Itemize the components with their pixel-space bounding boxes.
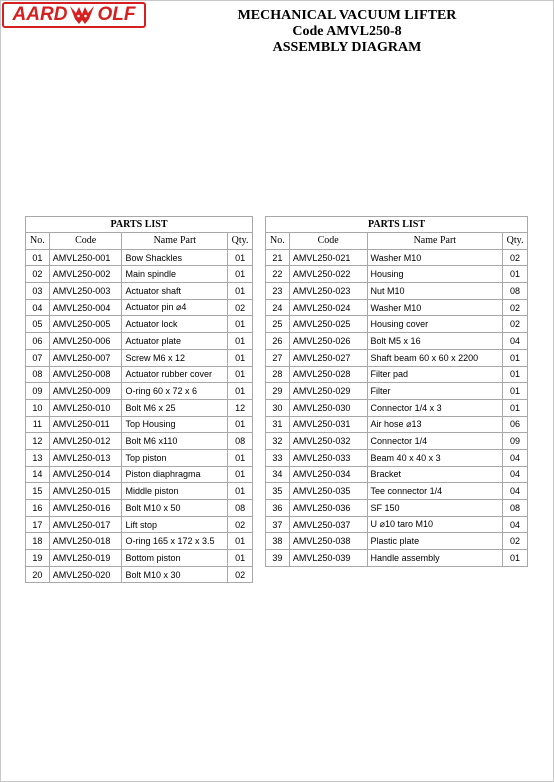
- table-row: [26, 500, 253, 517]
- cell-no: 01: [26, 249, 50, 266]
- table-row: [26, 266, 253, 283]
- parts-list-body: [26, 249, 253, 583]
- cell-qty: 01: [228, 550, 253, 567]
- parts-list-table-right: [265, 216, 528, 567]
- cell-qty: 01: [228, 366, 253, 383]
- cell-no: 37: [266, 516, 290, 533]
- cell-name: Shaft beam 60 x 60 x 2200: [367, 349, 503, 366]
- table-row: [266, 349, 528, 366]
- table-row: [26, 283, 253, 300]
- cell-qty: 02: [503, 316, 528, 333]
- table-row: [26, 483, 253, 500]
- column-header-qty: Qty.: [503, 233, 528, 250]
- cell-code: AMVL250-026: [289, 333, 367, 350]
- cell-code: AMVL250-013: [49, 449, 122, 466]
- cell-qty: 02: [503, 249, 528, 266]
- cell-no: 28: [266, 366, 290, 383]
- cell-name: O-ring 165 x 172 x 3.5: [122, 533, 228, 550]
- table-row: [26, 333, 253, 350]
- cell-qty: 01: [228, 283, 253, 300]
- column-header-no: No.: [26, 233, 50, 250]
- cell-name: Actuator plate: [122, 333, 228, 350]
- cell-qty: 01: [228, 533, 253, 550]
- cell-qty: 12: [228, 399, 253, 416]
- cell-name: Filter: [367, 383, 503, 400]
- cell-no: 38: [266, 533, 290, 550]
- cell-name: SF 150: [367, 500, 503, 517]
- cell-code: AMVL250-034: [289, 466, 367, 483]
- cell-qty: 04: [503, 333, 528, 350]
- cell-code: AMVL250-003: [49, 283, 122, 300]
- cell-name: Air hose ⌀13: [367, 416, 503, 433]
- table-row: [266, 500, 528, 517]
- table-row: [26, 299, 253, 316]
- cell-code: AMVL250-037: [289, 516, 367, 533]
- document-title: [190, 8, 504, 56]
- parts-list-body: [266, 249, 528, 566]
- cell-code: AMVL250-009: [49, 383, 122, 400]
- cell-qty: 06: [503, 416, 528, 433]
- cell-no: 20: [26, 566, 50, 583]
- cell-no: 05: [26, 316, 50, 333]
- cell-code: AMVL250-031: [289, 416, 367, 433]
- cell-qty: 01: [228, 416, 253, 433]
- cell-name: Actuator lock: [122, 316, 228, 333]
- table-row: [26, 449, 253, 466]
- cell-no: 26: [266, 333, 290, 350]
- cell-code: AMVL250-014: [49, 466, 122, 483]
- cell-qty: 01: [228, 383, 253, 400]
- cell-code: AMVL250-029: [289, 383, 367, 400]
- cell-qty: 08: [503, 500, 528, 517]
- cell-no: 14: [26, 466, 50, 483]
- cell-no: 21: [266, 249, 290, 266]
- table-row: [26, 433, 253, 450]
- logo-text-start: AARD: [12, 4, 68, 25]
- cell-code: AMVL250-035: [289, 483, 367, 500]
- cell-name: Bottom piston: [122, 550, 228, 567]
- cell-qty: 01: [228, 266, 253, 283]
- cell-no: 17: [26, 516, 50, 533]
- cell-name: Connector 1/4: [367, 433, 503, 450]
- cell-no: 07: [26, 349, 50, 366]
- cell-no: 11: [26, 416, 50, 433]
- cell-no: 06: [26, 333, 50, 350]
- cell-qty: 04: [503, 483, 528, 500]
- table-row: [266, 533, 528, 550]
- cell-qty: 01: [228, 333, 253, 350]
- cell-qty: 01: [503, 266, 528, 283]
- cell-qty: 04: [503, 449, 528, 466]
- table-row: [266, 516, 528, 533]
- table-row: [266, 550, 528, 567]
- cell-qty: 08: [228, 500, 253, 517]
- cell-code: AMVL250-021: [289, 249, 367, 266]
- table-row: [266, 316, 528, 333]
- cell-code: AMVL250-024: [289, 299, 367, 316]
- cell-code: AMVL250-023: [289, 283, 367, 300]
- cell-code: AMVL250-027: [289, 349, 367, 366]
- cell-name: Beam 40 x 40 x 3: [367, 449, 503, 466]
- table-row: [266, 449, 528, 466]
- cell-qty: 08: [503, 283, 528, 300]
- title-line-2: Code AMVL250-8: [292, 24, 402, 39]
- cell-qty: 02: [228, 566, 253, 583]
- cell-qty: 02: [228, 299, 253, 316]
- cell-name: Top Housing: [122, 416, 228, 433]
- cell-qty: 08: [228, 433, 253, 450]
- table-row: [26, 566, 253, 583]
- cell-name: Nut M10: [367, 283, 503, 300]
- cell-no: 09: [26, 383, 50, 400]
- cell-no: 10: [26, 399, 50, 416]
- cell-name: Housing: [367, 266, 503, 283]
- cell-code: AMVL250-008: [49, 366, 122, 383]
- table-row: [266, 299, 528, 316]
- cell-no: 31: [266, 416, 290, 433]
- column-header-no: No.: [266, 233, 290, 250]
- cell-no: 36: [266, 500, 290, 517]
- cell-code: AMVL250-032: [289, 433, 367, 450]
- cell-qty: 01: [503, 550, 528, 567]
- cell-no: 03: [26, 283, 50, 300]
- cell-qty: 01: [228, 349, 253, 366]
- cell-code: AMVL250-019: [49, 550, 122, 567]
- cell-qty: 02: [503, 533, 528, 550]
- cell-code: AMVL250-025: [289, 316, 367, 333]
- cell-name: Screw M6 x 12: [122, 349, 228, 366]
- cell-code: AMVL250-002: [49, 266, 122, 283]
- parts-list-caption: PARTS LIST: [26, 217, 253, 233]
- table-row: [266, 433, 528, 450]
- cell-code: AMVL250-004: [49, 299, 122, 316]
- cell-qty: 01: [228, 449, 253, 466]
- aardwolf-logo: [2, 2, 146, 28]
- cell-name: Bolt M6 x 25: [122, 399, 228, 416]
- cell-no: 13: [26, 449, 50, 466]
- table-row: [26, 416, 253, 433]
- cell-qty: 01: [503, 399, 528, 416]
- cell-code: AMVL250-036: [289, 500, 367, 517]
- cell-code: AMVL250-018: [49, 533, 122, 550]
- table-row: [266, 383, 528, 400]
- cell-name: Connector 1/4 x 3: [367, 399, 503, 416]
- cell-no: 04: [26, 299, 50, 316]
- cell-code: AMVL250-010: [49, 399, 122, 416]
- column-header-qty: Qty.: [228, 233, 253, 250]
- cell-name: Actuator rubber cover: [122, 366, 228, 383]
- cell-qty: 02: [503, 299, 528, 316]
- cell-no: 33: [266, 449, 290, 466]
- cell-code: AMVL250-039: [289, 550, 367, 567]
- table-row: [26, 316, 253, 333]
- table-row: [26, 550, 253, 567]
- table-row: [266, 333, 528, 350]
- logo-text-end: OLF: [97, 4, 136, 25]
- cell-no: 24: [266, 299, 290, 316]
- table-row: [26, 466, 253, 483]
- cell-name: Filter pad: [367, 366, 503, 383]
- cell-no: 27: [266, 349, 290, 366]
- table-row: [26, 383, 253, 400]
- cell-name: Washer M10: [367, 249, 503, 266]
- cell-qty: 04: [503, 516, 528, 533]
- cell-name: Middle piston: [122, 483, 228, 500]
- cell-code: AMVL250-005: [49, 316, 122, 333]
- cell-name: Top piston: [122, 449, 228, 466]
- cell-qty: 01: [228, 249, 253, 266]
- cell-qty: 09: [503, 433, 528, 450]
- parts-list-table-left: [25, 216, 253, 583]
- table-row: [266, 283, 528, 300]
- cell-qty: 02: [228, 516, 253, 533]
- parts-list-caption: PARTS LIST: [266, 217, 528, 233]
- cell-no: 22: [266, 266, 290, 283]
- table-row: [266, 466, 528, 483]
- cell-no: 19: [26, 550, 50, 567]
- cell-code: AMVL250-016: [49, 500, 122, 517]
- cell-qty: 01: [228, 466, 253, 483]
- cell-name: Bow Shackles: [122, 249, 228, 266]
- cell-name: Actuator pin ⌀4: [122, 299, 228, 316]
- table-row: [266, 483, 528, 500]
- cell-qty: 04: [503, 466, 528, 483]
- cell-code: AMVL250-017: [49, 516, 122, 533]
- cell-qty: 01: [228, 316, 253, 333]
- cell-name: Handle assembly: [367, 550, 503, 567]
- cell-no: 16: [26, 500, 50, 517]
- column-header-name: Name Part: [367, 233, 503, 250]
- title-line-1: MECHANICAL VACUUM LIFTER: [237, 8, 457, 23]
- cell-code: AMVL250-007: [49, 349, 122, 366]
- cell-name: Bolt M10 x 50: [122, 500, 228, 517]
- cell-code: AMVL250-012: [49, 433, 122, 450]
- cell-no: 32: [266, 433, 290, 450]
- table-row: [26, 399, 253, 416]
- cell-code: AMVL250-015: [49, 483, 122, 500]
- cell-no: 23: [266, 283, 290, 300]
- column-header-code: Code: [49, 233, 122, 250]
- cell-no: 08: [26, 366, 50, 383]
- cell-code: AMVL250-028: [289, 366, 367, 383]
- cell-no: 30: [266, 399, 290, 416]
- table-row: [26, 533, 253, 550]
- cell-name: Plastic plate: [367, 533, 503, 550]
- cell-name: O-ring 60 x 72 x 6: [122, 383, 228, 400]
- cell-no: 34: [266, 466, 290, 483]
- table-row: [266, 249, 528, 266]
- cell-name: Bolt M10 x 30: [122, 566, 228, 583]
- table-row: [26, 249, 253, 266]
- cell-qty: 01: [228, 483, 253, 500]
- cell-code: AMVL250-038: [289, 533, 367, 550]
- cell-no: 25: [266, 316, 290, 333]
- table-row: [26, 366, 253, 383]
- table-row: [266, 266, 528, 283]
- cell-code: AMVL250-006: [49, 333, 122, 350]
- table-row: [266, 366, 528, 383]
- cell-name: Washer M10: [367, 299, 503, 316]
- cell-no: 02: [26, 266, 50, 283]
- cell-code: AMVL250-011: [49, 416, 122, 433]
- cell-name: Bracket: [367, 466, 503, 483]
- cell-qty: 01: [503, 383, 528, 400]
- column-header-name: Name Part: [122, 233, 228, 250]
- title-line-3: ASSEMBLY DIAGRAM: [272, 40, 422, 55]
- cell-no: 12: [26, 433, 50, 450]
- cell-code: AMVL250-001: [49, 249, 122, 266]
- cell-name: U ⌀10 taro M10: [367, 516, 503, 533]
- table-row: [266, 416, 528, 433]
- cell-name: Piston diaphragma: [122, 466, 228, 483]
- cell-qty: 01: [503, 349, 528, 366]
- cell-no: 35: [266, 483, 290, 500]
- cell-name: Housing cover: [367, 316, 503, 333]
- cell-name: Actuator shaft: [122, 283, 228, 300]
- cell-no: 18: [26, 533, 50, 550]
- column-header-code: Code: [289, 233, 367, 250]
- cell-no: 39: [266, 550, 290, 567]
- table-row: [26, 516, 253, 533]
- table-row: [26, 349, 253, 366]
- table-row: [266, 399, 528, 416]
- cell-name: Bolt M6 x110: [122, 433, 228, 450]
- cell-code: AMVL250-022: [289, 266, 367, 283]
- wolf-head-icon: [68, 5, 96, 25]
- cell-code: AMVL250-020: [49, 566, 122, 583]
- cell-qty: 01: [503, 366, 528, 383]
- cell-name: Bolt M5 x 16: [367, 333, 503, 350]
- cell-name: Main spindle: [122, 266, 228, 283]
- cell-name: Tee connector 1/4: [367, 483, 503, 500]
- cell-code: AMVL250-030: [289, 399, 367, 416]
- cell-no: 29: [266, 383, 290, 400]
- cell-name: Lift stop: [122, 516, 228, 533]
- cell-code: AMVL250-033: [289, 449, 367, 466]
- cell-no: 15: [26, 483, 50, 500]
